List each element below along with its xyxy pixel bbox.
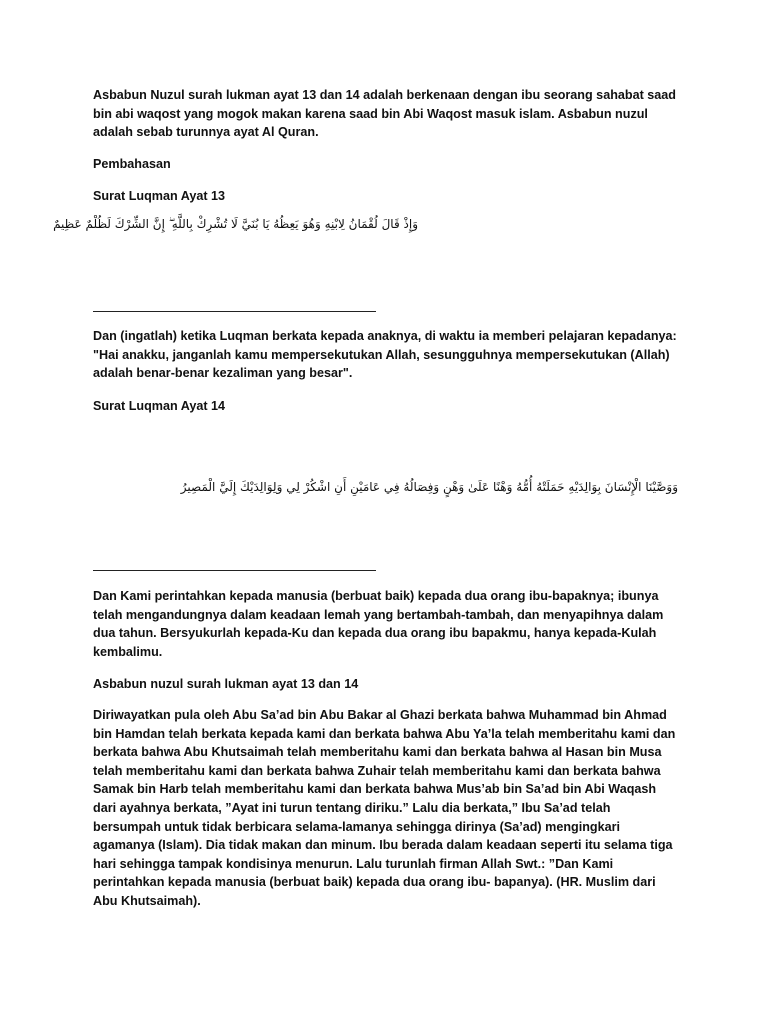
ayat14-title: Surat Luqman Ayat 14 xyxy=(93,399,226,413)
asbab-paragraph: Diriwayatkan pula oleh Abu Sa’ad bin Abu Bakar al Ghazi berkata bahwa Muhammad bin Ahmad bin Hamdan telah berkata kepada kami dan berkata bahwa Abu Ya’la telah memberitahu kami dan berkata bahwa Abu Khutsaimah telah memberitahu kami dan berkata bahwa al Hasan bin Musa telah memberitahu kami dan berkata bahwa Zuhair telah memberitahu kami dan berkata bahwa Samak bin Harb telah memberitahu kami dan berkata bahwa Mus’ab bin Sa’ad bin Abi Waqash dari ayahnya berkata, ”Ayat ini turun tentang diriku.” Lalu dia berkata,” Ibu Sa’ad telah bersumpah untuk tidak berbicara selama-lamanya sehingga dirinya (Sa’ad) mengingkari agamanya (Islam). Dia tidak makan dan minum. Ibu berada dalam keadaan seperti itu selama tiga hari sehingga tampak kondisinya menurun. Lalu turunlah firman Allah Swt.: ”Dan Kami perintahkan kepada manusia (berbuat baik) kepada dua orang ibu- bapanya). (HR. Muslim dari Abu Khutsaimah). xyxy=(93,708,676,908)
divider-rule-2 xyxy=(93,570,376,571)
ayat14-arabic-verse: وَوَصَّيْنَا الْإِنْسَانَ بِوَالِدَيْهِ حَمَلَتْهُ أُمُّهُ وَهْنًا عَلَىٰ وَهْنٍ وَفِصَالُهُ فِي عَامَيْنِ أَنِ اشْكُرْ لِي وَلِوَالِدَيْكَ إِلَيَّ الْمَصِيرُ xyxy=(180,480,678,494)
asbab-heading: Asbabun nuzul surah lukman ayat 13 dan 14 xyxy=(93,677,359,691)
ayat14-translation: Dan Kami perintahkan kepada manusia (berbuat baik) kepada dua orang ibu-bapaknya; ibunya telah mengandungnya dalam keadaan lemah yang bertambah-tambah, dan menyapihnya dalam dua tahun. Bersyukurlah kepada-Ku dan kepada dua orang ibu bapakmu, hanya kepada-Kulah kembalimu. xyxy=(93,589,664,659)
ayat13-translation: Dan (ingatlah) ketika Luqman berkata kepada anaknya, di waktu ia memberi pelajaran kepadanya: "Hai anakku, janganlah kamu mempersekutukan Allah, sesungguhnya mempersekutukan (Allah) adalah benar-benar kezaliman yang besar". xyxy=(93,329,677,381)
intro-paragraph: Asbabun Nuzul surah lukman ayat 13 dan 14 adalah berkenaan dengan ibu seorang sahabat saad bin abi waqost yang mogok makan karena saad bin Abi Waqost masuk islam. Asbabun nuzul adalah sebab turunnya ayat Al Quran. xyxy=(93,88,676,140)
ayat13-arabic-verse: وَإِذْ قَالَ لُقْمَانُ لِابْنِهِ وَهُوَ يَعِظُهُ يَا بُنَيَّ لَا تُشْرِكْ بِاللَّهِ ۖ إِنَّ الشِّرْكَ لَظُلْمٌ عَظِيمٌ xyxy=(53,217,418,231)
ayat13-title: Surat Luqman Ayat 13 xyxy=(93,189,226,203)
divider-rule-1 xyxy=(93,311,376,312)
heading-pembahasan: Pembahasan xyxy=(93,157,171,171)
